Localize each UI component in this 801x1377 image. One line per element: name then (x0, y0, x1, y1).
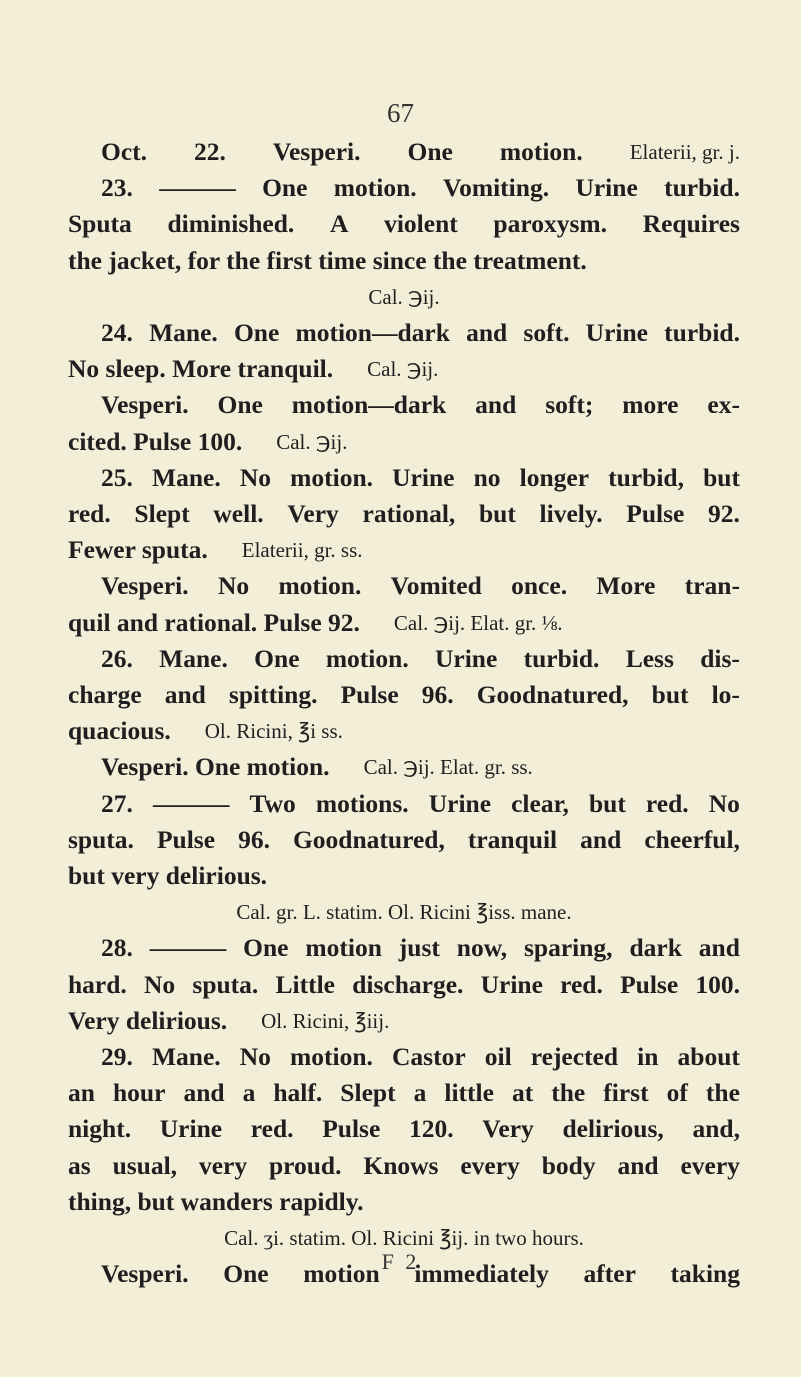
word: Urine (428, 788, 492, 818)
word: No (144, 969, 176, 999)
word: and (698, 933, 740, 963)
word: body (541, 1150, 596, 1180)
word: turbid, (608, 462, 684, 492)
prescription-text: Cal. ℈ij. Elat. gr. ⅛. (393, 610, 563, 635)
word: red. (250, 1114, 294, 1144)
word: soft. (523, 318, 570, 348)
word: Castor (392, 1042, 466, 1072)
word: 26. (101, 643, 133, 673)
text-line (68, 641, 740, 677)
text-line (68, 206, 740, 242)
text-line (68, 460, 740, 496)
word: motion. (278, 571, 362, 601)
word: no (473, 462, 501, 492)
word: at (511, 1078, 534, 1108)
word: Little (275, 969, 335, 999)
word: of (666, 1078, 688, 1108)
word: discharge. (352, 969, 464, 999)
word: Requires (642, 209, 740, 239)
word: soft; (545, 390, 594, 420)
text-line (68, 243, 740, 279)
word: now, (456, 933, 508, 963)
word: Mane. (149, 318, 218, 348)
text-line (68, 749, 740, 785)
word: but (651, 680, 689, 710)
word: motion. (290, 462, 373, 492)
word: and (617, 1150, 659, 1180)
word: and (164, 680, 206, 710)
word: One (223, 1259, 269, 1289)
text-line (68, 568, 740, 604)
word: motions. (315, 788, 409, 818)
word: motion. (290, 1042, 373, 1072)
word: Mane. (159, 643, 228, 673)
word: 27. (101, 788, 133, 818)
text-line (68, 315, 740, 351)
line-text: quil and rational. Pulse 92. (68, 607, 360, 637)
body-text (68, 134, 740, 1293)
text-line (68, 930, 740, 966)
word: Goodnatured, (292, 824, 445, 854)
text-line (68, 1148, 740, 1184)
word: every (680, 1150, 740, 1180)
word: Vomited (390, 571, 482, 601)
prescription-line (68, 894, 740, 930)
word: a (413, 1078, 427, 1108)
word: 25. (101, 462, 133, 492)
line-text: thing, but wanders rapidly. (68, 1186, 364, 1216)
line-text: cited. Pulse 100. (68, 426, 243, 456)
prescription-text: Cal. ℈ij. (368, 284, 440, 309)
word: Vesperi. (101, 390, 189, 420)
word: night. (68, 1114, 132, 1144)
line-text: Very delirious. (68, 1005, 228, 1035)
word: Pulse (156, 824, 216, 854)
signature-mark: F 2 (381, 1249, 420, 1274)
word: in (637, 1042, 659, 1072)
word: 24. (101, 318, 133, 348)
word: every (460, 1150, 520, 1180)
word: little (444, 1078, 494, 1108)
word: cheerful, (644, 824, 740, 854)
text-line (68, 351, 740, 387)
word: but (478, 499, 516, 529)
line-text: Fewer sputa. (68, 535, 208, 565)
word: Slept (340, 1078, 396, 1108)
word: but (703, 462, 740, 492)
word: charge (68, 680, 142, 710)
word: hour (112, 1078, 166, 1108)
word: first (603, 1078, 649, 1108)
text-line (68, 387, 740, 423)
word: One (233, 318, 280, 348)
word: No (217, 571, 250, 601)
word: taking (670, 1259, 740, 1289)
word: motion. (333, 173, 417, 203)
word: and (183, 1078, 225, 1108)
word: One (407, 137, 453, 166)
word: Pulse (626, 499, 685, 529)
word: Knows (363, 1150, 439, 1180)
word: rational, (362, 499, 456, 529)
word: Pulse (322, 1114, 381, 1144)
prescription-line (68, 279, 740, 315)
word: and (466, 318, 508, 348)
word: Vomiting. (443, 173, 550, 203)
word: Slept (134, 499, 190, 529)
word: red. (560, 969, 603, 999)
word: Mane. (152, 462, 221, 492)
word: just (398, 933, 440, 963)
word: tranquil (467, 824, 558, 854)
word: Pulse (620, 969, 679, 999)
word: red. (645, 788, 689, 818)
line-text: but very delirious. (68, 861, 268, 891)
word: sputa. (192, 969, 259, 999)
text-line (68, 677, 740, 713)
word: ——— (159, 173, 236, 203)
prescription-text: Cal. ʒi. statim. Ol. Ricini ℥ij. in two hours. (224, 1226, 584, 1251)
word: well. (213, 499, 264, 529)
text-line (68, 532, 740, 568)
word: and, (692, 1114, 740, 1144)
word: dark (629, 933, 682, 963)
word: more (622, 390, 679, 420)
word: hard. (68, 969, 127, 999)
word: Vesperi. (272, 137, 361, 166)
text-line (68, 134, 740, 170)
word: red. (68, 499, 111, 529)
word: ex- (707, 390, 740, 420)
word: One (254, 643, 300, 673)
text-line (68, 822, 740, 858)
word: half. (273, 1078, 323, 1108)
word: a (242, 1078, 256, 1108)
word: very (198, 1150, 248, 1180)
word: motion. (325, 643, 409, 673)
word: Urine (434, 643, 498, 673)
word: turbid. (523, 643, 600, 673)
text-line (68, 170, 740, 206)
word: the (705, 1078, 740, 1108)
prescription-text: Cal. ℈ij. (276, 429, 348, 454)
word: immediately (414, 1259, 549, 1289)
word: 120. (408, 1114, 454, 1144)
line-text: No sleep. More tranquil. (68, 354, 334, 384)
word: One (262, 173, 308, 203)
text-line (68, 1039, 740, 1075)
word: tran- (684, 571, 740, 601)
prescription-text: Elaterii, gr. j. (629, 140, 740, 164)
word: as (68, 1150, 91, 1180)
word: 23. (101, 173, 133, 203)
text-line (68, 1184, 740, 1220)
text-line (68, 1003, 740, 1039)
line-text: Vesperi. One motion. (101, 752, 330, 782)
word: A (329, 209, 349, 239)
word: Urine (392, 462, 455, 492)
prescription-text: Cal. gr. L. statim. Ol. Ricini ℥iss. mane. (236, 900, 572, 925)
word: Two (249, 788, 296, 818)
word: Oct. (101, 137, 148, 166)
word: diminished. (167, 209, 295, 239)
word: about (677, 1042, 740, 1072)
text-line (68, 786, 740, 822)
word: and (580, 824, 622, 854)
word: proud. (268, 1150, 342, 1180)
word: paroxysm. (493, 209, 608, 239)
word: violent (384, 209, 458, 239)
prescription-text: Cal. ℈ij. (367, 357, 439, 382)
text-line (68, 713, 740, 749)
word: 96. (421, 680, 454, 710)
word: spitting. (228, 680, 318, 710)
word: motion. (499, 137, 583, 166)
page-number: 67 (387, 98, 414, 128)
text-line (68, 496, 740, 532)
word: Very (287, 499, 339, 529)
word: lo- (711, 680, 740, 710)
line-text: quacious. (68, 716, 171, 746)
word: but (589, 788, 626, 818)
word: motion (305, 933, 382, 963)
word: turbid. (664, 318, 740, 348)
word: 29. (101, 1042, 133, 1072)
word: sputa. (68, 824, 134, 854)
word: Urine (575, 173, 638, 203)
text-line (68, 858, 740, 894)
word: Urine (585, 318, 648, 348)
word: after (583, 1259, 636, 1289)
word: usual, (112, 1150, 178, 1180)
word: Less (625, 643, 674, 673)
word: Sputa (68, 209, 132, 239)
word: Urine (159, 1114, 223, 1144)
word: Vesperi. (101, 1259, 189, 1289)
text-line (68, 1075, 740, 1111)
word: Goodnatured, (476, 680, 629, 710)
word: sparing, (523, 933, 613, 963)
word: the (551, 1078, 586, 1108)
text-line (68, 605, 740, 641)
word: rejected (530, 1042, 619, 1072)
word: oil (484, 1042, 512, 1072)
word: No (708, 788, 740, 818)
word: Mane. (151, 1042, 221, 1072)
word: One (243, 933, 289, 963)
word: lively. (539, 499, 603, 529)
text-line (68, 1111, 740, 1147)
word: One (217, 390, 263, 420)
prescription-text: Ol. Ricini, ℥i ss. (204, 719, 343, 744)
word: motion—dark (295, 318, 450, 348)
word: 22. (194, 137, 226, 166)
word: Pulse (340, 680, 399, 710)
word: 100. (695, 969, 740, 999)
word: dis- (700, 643, 740, 673)
prescription-text: Elaterii, gr. ss. (241, 538, 363, 563)
word: No (239, 462, 271, 492)
word: Vesperi. (101, 571, 189, 601)
word: More (596, 571, 656, 601)
word: 96. (238, 824, 270, 854)
word: and (475, 390, 517, 420)
word: turbid. (664, 173, 740, 203)
word: longer (519, 462, 590, 492)
text-line (68, 967, 740, 1003)
word: Very (482, 1114, 534, 1144)
word: delirious, (562, 1114, 664, 1144)
word: No (239, 1042, 271, 1072)
word: motion—dark (291, 390, 447, 420)
word: ——— (149, 933, 227, 963)
text-line (68, 424, 740, 460)
prescription-text: Ol. Ricini, ℥iij. (261, 1008, 390, 1033)
line-text: the jacket, for the first time since the treatment. (68, 245, 587, 275)
word: Urine (480, 969, 543, 999)
word: motion (303, 1259, 380, 1289)
word: an (68, 1078, 95, 1108)
word: 28. (101, 933, 133, 963)
prescription-text: Cal. ℈ij. Elat. gr. ss. (363, 755, 533, 780)
word: 92. (708, 499, 740, 529)
word: clear, (511, 788, 569, 818)
word: once. (511, 571, 568, 601)
word: ——— (152, 788, 230, 818)
